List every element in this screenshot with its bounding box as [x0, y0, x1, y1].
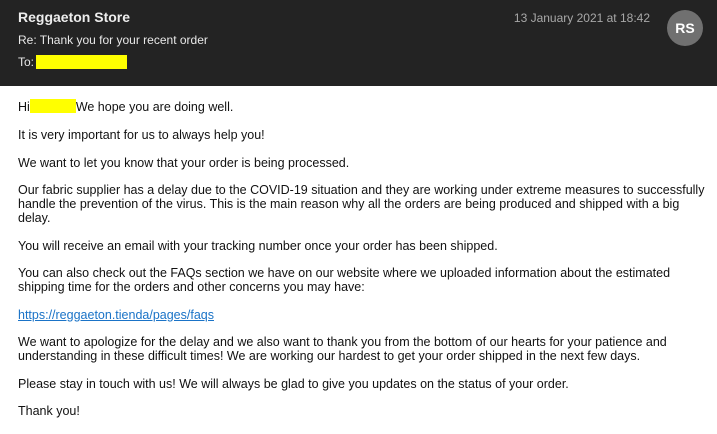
email-subject: Re: Thank you for your recent order	[18, 33, 208, 47]
faq-link-paragraph	[18, 308, 708, 322]
greeting-paragraph	[18, 100, 708, 115]
sign-off: Thank you!	[18, 404, 80, 419]
body-paragraph-2: We want to let you know that your order is being processed.	[18, 155, 350, 170]
greeting-prefix: Hi	[18, 100, 30, 114]
body-paragraph-6: We want to apologize for the delay and we also want to thank you from the bottom of our hearts for your patience and understanding in these difficult times! We are working our hardest to get your order shipped in the next few days.	[18, 335, 667, 364]
recipient-line	[18, 55, 127, 70]
email-date: 13 January 2021 at 18:42	[513, 11, 650, 25]
email-header	[0, 0, 717, 86]
body-paragraph-5: You can also check out the FAQs section we have on our website where we uploaded information about the estimated shipping time for the orders and other concerns you may have:	[18, 266, 671, 295]
greeting-suffix: We hope you are doing well.	[75, 100, 234, 114]
body-paragraph-7: Please stay in touch with us! We will always be glad to give you updates on the status of your order.	[18, 376, 569, 391]
body-paragraph-4: You will receive an email with your tracking number once your order has been shipped.	[18, 238, 498, 253]
name-redaction	[30, 99, 76, 113]
body-paragraph-1: It is very important for us to always help you!	[18, 128, 265, 143]
sender-avatar[interactable]: RS	[667, 10, 703, 46]
email-body	[18, 100, 708, 432]
faq-link[interactable]: https://reggaeton.tienda/pages/faqs	[18, 307, 214, 322]
sender-name: Reggaeton Store	[18, 9, 131, 25]
to-label: To:	[18, 55, 35, 69]
recipient-redaction	[36, 55, 127, 69]
body-paragraph-3: Our fabric supplier has a delay due to the COVID-19 situation and they are working under extreme measures to successfully handle the prevention of the virus. This is the main reason why all the orders are being produced and shipped with a big delay.	[18, 183, 705, 226]
